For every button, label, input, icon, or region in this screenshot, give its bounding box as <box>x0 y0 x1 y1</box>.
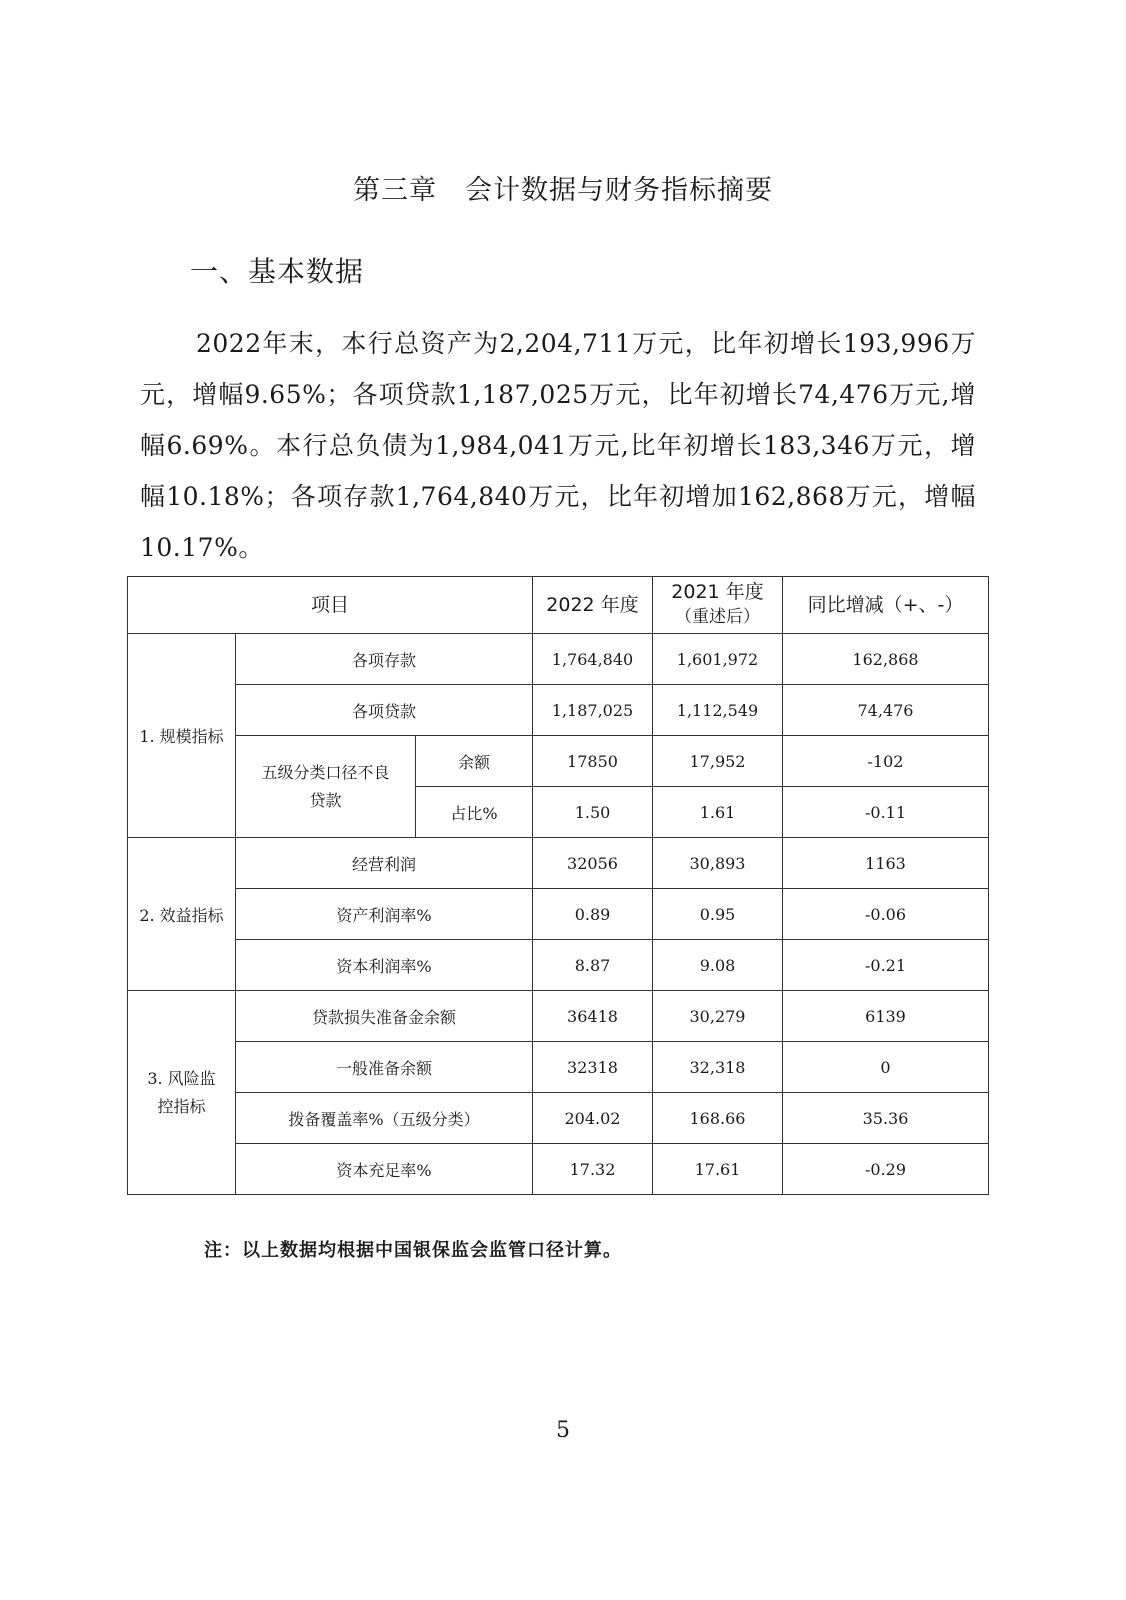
value-2022: 17.32 <box>533 1144 653 1195</box>
table-row <box>128 991 989 1042</box>
row-label: 资产利润率% <box>236 889 533 940</box>
value-change: 74,476 <box>783 685 989 736</box>
header-2022: 2022 年度 <box>533 577 653 634</box>
table-note: 注：以上数据均根据中国银保监会监管口径计算。 <box>204 1240 622 1261</box>
row-label: 占比% <box>416 787 533 838</box>
row-label: 各项贷款 <box>236 685 533 736</box>
value-2021: 1.61 <box>653 787 783 838</box>
group-scale: 1. 规模指标 <box>128 634 236 838</box>
value-change: 1163 <box>783 838 989 889</box>
group-risk: 3. 风险监控指标 <box>128 991 236 1195</box>
table-row <box>128 889 989 940</box>
value-change: -0.29 <box>783 1144 989 1195</box>
value-2021: 17,952 <box>653 736 783 787</box>
value-2021: 168.66 <box>653 1093 783 1144</box>
value-2021: 30,279 <box>653 991 783 1042</box>
value-change: -0.11 <box>783 787 989 838</box>
row-label: 经营利润 <box>236 838 533 889</box>
value-2022: 0.89 <box>533 889 653 940</box>
value-change: -0.06 <box>783 889 989 940</box>
summary-paragraph: 2022年末，本行总资产为2,204,711万元，比年初增长193,996万元，增幅9.65%；各项贷款1,187,025万元，比年初增长74,476万元,增幅6.69%。本行总负债为1,984,041万元,比年初增长183,346万元，增幅10.18%；各项存款1,764,840万元，比年初增加162,868万元，增幅10.17%。 <box>140 329 976 562</box>
header-item: 项目 <box>128 577 533 634</box>
value-2021: 1,601,972 <box>653 634 783 685</box>
row-label: 余额 <box>416 736 533 787</box>
value-change: 35.36 <box>783 1093 989 1144</box>
table-row <box>128 1144 989 1195</box>
section-title: 一、基本数据 <box>190 255 365 288</box>
table-row <box>128 736 989 787</box>
value-2022: 8.87 <box>533 940 653 991</box>
page-number: 5 <box>556 1418 570 1443</box>
row-label: 一般准备余额 <box>236 1042 533 1093</box>
table-row <box>128 634 989 685</box>
value-2022: 1,187,025 <box>533 685 653 736</box>
value-2021: 17.61 <box>653 1144 783 1195</box>
value-2022: 32056 <box>533 838 653 889</box>
table-row <box>128 838 989 889</box>
row-label: 各项存款 <box>236 634 533 685</box>
value-2022: 1.50 <box>533 787 653 838</box>
value-2021: 9.08 <box>653 940 783 991</box>
row-label: 资本利润率% <box>236 940 533 991</box>
value-change: -102 <box>783 736 989 787</box>
table-row <box>128 1093 989 1144</box>
value-2022: 1,764,840 <box>533 634 653 685</box>
table-row <box>128 940 989 991</box>
value-2021: 0.95 <box>653 889 783 940</box>
value-change: 0 <box>783 1042 989 1093</box>
group-efficiency: 2. 效益指标 <box>128 838 236 991</box>
row-label: 拨备覆盖率%（五级分类） <box>236 1093 533 1144</box>
npl-label: 五级分类口径不良贷款 <box>236 736 416 838</box>
header-2021-line1: 2021 年度 <box>671 581 764 603</box>
value-2021: 30,893 <box>653 838 783 889</box>
row-label: 资本充足率% <box>236 1144 533 1195</box>
value-change: 162,868 <box>783 634 989 685</box>
table-header-row <box>128 577 989 634</box>
value-2022: 36418 <box>533 991 653 1042</box>
table-row <box>128 1042 989 1093</box>
value-2022: 204.02 <box>533 1093 653 1144</box>
financial-indicators-table <box>127 576 989 1195</box>
value-2021: 32,318 <box>653 1042 783 1093</box>
value-change: 6139 <box>783 991 989 1042</box>
header-2021-line2: （重述后） <box>675 607 760 627</box>
table-row <box>128 685 989 736</box>
header-change: 同比增减（+、-） <box>783 577 989 634</box>
value-2022: 17850 <box>533 736 653 787</box>
header-2021 <box>653 577 783 634</box>
chapter-title: 第三章 会计数据与财务指标摘要 <box>353 175 773 206</box>
value-2022: 32318 <box>533 1042 653 1093</box>
row-label: 贷款损失准备金余额 <box>236 991 533 1042</box>
value-2021: 1,112,549 <box>653 685 783 736</box>
value-change: -0.21 <box>783 940 989 991</box>
